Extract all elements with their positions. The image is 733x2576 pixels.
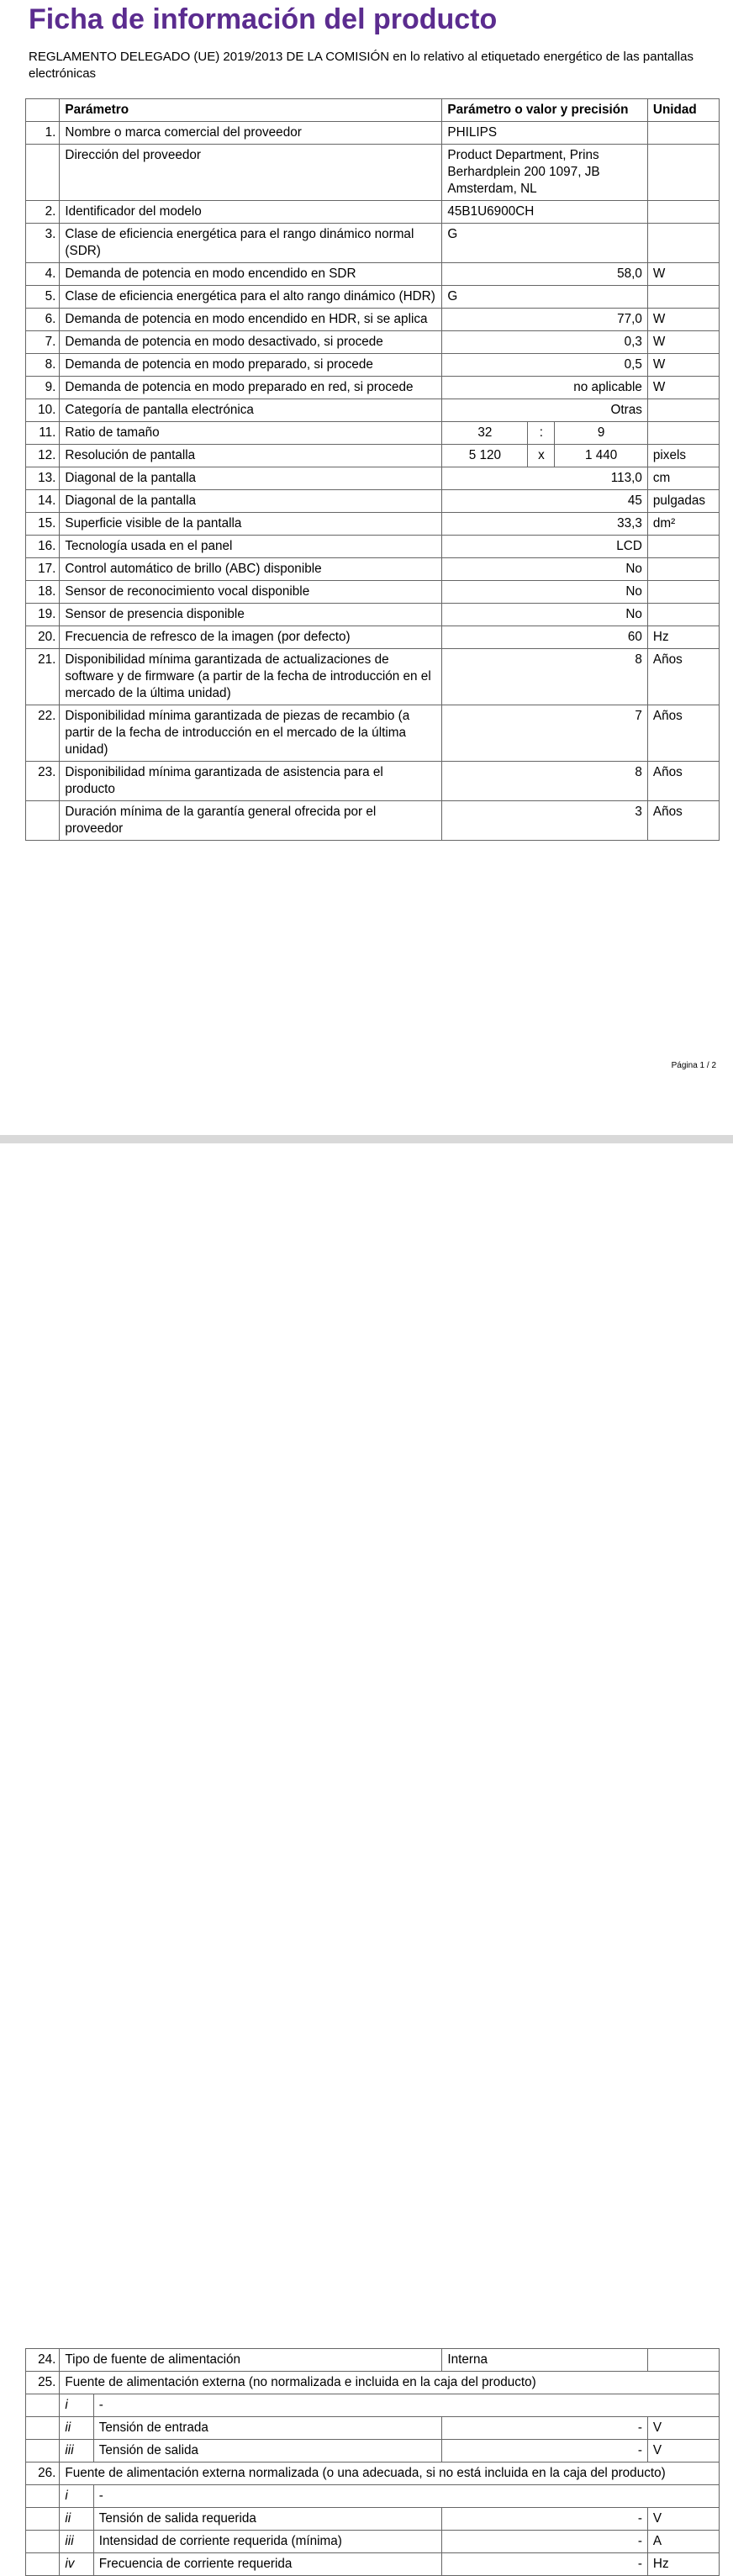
header-value: Parámetro o valor y precisión (442, 99, 648, 122)
row-value: 0,5 (442, 354, 648, 377)
row-parameter: Diagonal de la pantalla (60, 490, 442, 513)
row-unit: W (647, 331, 719, 354)
table-body (26, 122, 720, 841)
row-parameter: Disponibilidad mínima garantizada de piezas de recambio (a partir de la fecha de introducción en el mercado de la última unidad) (60, 705, 442, 762)
row-number: 22. (26, 705, 60, 762)
table-row (26, 286, 720, 309)
row-value: G (442, 286, 648, 309)
table-row (26, 445, 720, 467)
row-number: 1. (26, 122, 60, 145)
table-row: ii Tensión de salida requerida - V (26, 2508, 720, 2531)
row-unit: Años (647, 801, 719, 841)
row-value: Product Department, Prins Berhardplein 200 1097, JB Amsterdam, NL (442, 145, 648, 201)
row-parameter: Duración mínima de la garantía general ofrecida por el proveedor (60, 801, 442, 841)
row-unit: Años (647, 649, 719, 705)
row-unit (647, 201, 719, 224)
row-value: 60 (442, 626, 648, 649)
row-number: 12. (26, 445, 60, 467)
header-num (26, 99, 60, 122)
row-parameter: Categoría de pantalla electrónica (60, 399, 442, 422)
page-1 (0, 0, 733, 1110)
table-row (26, 513, 720, 536)
row-number: 17. (26, 558, 60, 581)
row-unit (647, 558, 719, 581)
header-unit: Unidad (647, 99, 719, 122)
row-unit: Años (647, 705, 719, 762)
row-number: 7. (26, 331, 60, 354)
table-row (26, 422, 720, 445)
row-unit: W (647, 263, 719, 286)
row-number: 23. (26, 762, 60, 801)
row-unit: pixels (647, 445, 719, 467)
row-parameter: Demanda de potencia en modo desactivado, si procede (60, 331, 442, 354)
row-parameter: Demanda de potencia en modo encendido en HDR, si se aplica (60, 309, 442, 331)
row-value-sep: : (528, 422, 555, 445)
row-value-a: 32 (442, 422, 528, 445)
table-row (26, 354, 720, 377)
row-unit (647, 399, 719, 422)
table-row (26, 536, 720, 558)
table-row: iv Frecuencia de corriente requerida - Hz (26, 2553, 720, 2576)
row-number (26, 801, 60, 841)
header-parameter: Parámetro (60, 99, 442, 122)
row-value: No (442, 558, 648, 581)
row-value: no aplicable (442, 377, 648, 399)
row-value: No (442, 581, 648, 604)
table-row: iii Tensión de salida - V (26, 2440, 720, 2463)
row-unit (647, 422, 719, 445)
row-unit: W (647, 377, 719, 399)
table-row (26, 490, 720, 513)
row-number: 13. (26, 467, 60, 490)
row-number: 9. (26, 377, 60, 399)
row-number: 4. (26, 263, 60, 286)
row-number: 14. (26, 490, 60, 513)
table-row (26, 399, 720, 422)
row-value: 45 (442, 490, 648, 513)
row-parameter: Frecuencia de refresco de la imagen (por defecto) (60, 626, 442, 649)
table-row: iii Intensidad de corriente requerida (mínima) - A (26, 2531, 720, 2553)
table-row (26, 801, 720, 841)
row-value-b: 9 (555, 422, 648, 445)
table-row (26, 649, 720, 705)
table-row: 24. Tipo de fuente de alimentación Interna (26, 2349, 720, 2372)
table-row: 25. Fuente de alimentación externa (no normalizada e incluida en la caja del producto) (26, 2372, 720, 2394)
row-value: 8 (442, 762, 648, 801)
table-row (26, 762, 720, 801)
row-unit (647, 581, 719, 604)
table-row (26, 581, 720, 604)
row-parameter: Control automático de brillo (ABC) disponible (60, 558, 442, 581)
row-unit (647, 145, 719, 201)
row-unit: W (647, 309, 719, 331)
row-unit: Años (647, 762, 719, 801)
row-parameter: Demanda de potencia en modo preparado, si procede (60, 354, 442, 377)
row-parameter: Disponibilidad mínima garantizada de asistencia para el producto (60, 762, 442, 801)
table-row (26, 467, 720, 490)
row-number: 15. (26, 513, 60, 536)
table-row: i - (26, 2394, 720, 2417)
row-unit (647, 604, 719, 626)
table-row (26, 331, 720, 354)
row-parameter: Ratio de tamaño (60, 422, 442, 445)
power-supply-table (25, 2348, 720, 2576)
row-parameter: Disponibilidad mínima garantizada de actualizaciones de software y de firmware (a partir de la fecha de introducción en el mercado de la última unidad) (60, 649, 442, 705)
row-unit (647, 536, 719, 558)
row-parameter: Sensor de presencia disponible (60, 604, 442, 626)
row-number: 5. (26, 286, 60, 309)
row-value: 8 (442, 649, 648, 705)
row-value: 33,3 (442, 513, 648, 536)
table-row (26, 309, 720, 331)
row-unit (647, 286, 719, 309)
table-row (26, 201, 720, 224)
table-header-row (26, 99, 720, 122)
table-row (26, 626, 720, 649)
row-parameter: Sensor de reconocimiento vocal disponible (60, 581, 442, 604)
row-number: 18. (26, 581, 60, 604)
row-number: 21. (26, 649, 60, 705)
row-number: 2. (26, 201, 60, 224)
row-unit: dm² (647, 513, 719, 536)
table-row (26, 558, 720, 581)
regulation-subtitle: REGLAMENTO DELEGADO (UE) 2019/2013 DE LA COMISIÓN en lo relativo al etiquetado energético de las pantallas electrónicas (29, 50, 693, 81)
table-row (26, 263, 720, 286)
row-parameter: Identificador del modelo (60, 201, 442, 224)
product-info-table (25, 98, 720, 841)
row-value: PHILIPS (442, 122, 648, 145)
row-parameter: Diagonal de la pantalla (60, 467, 442, 490)
row-parameter: Resolución de pantalla (60, 445, 442, 467)
row-value: 45B1U6900CH (442, 201, 648, 224)
row-value: No (442, 604, 648, 626)
table-row (26, 145, 720, 201)
row-value: Otras (442, 399, 648, 422)
row-parameter: Nombre o marca comercial del proveedor (60, 122, 442, 145)
row-parameter: Clase de eficiencia energética para el alto rango dinámico (HDR) (60, 286, 442, 309)
row-number: 10. (26, 399, 60, 422)
row-value-sep: x (528, 445, 555, 467)
page-number: Página 1 / 2 (671, 1061, 716, 1070)
row-unit: cm (647, 467, 719, 490)
table-row (26, 122, 720, 145)
table-row: i - (26, 2485, 720, 2508)
table-row: 26. Fuente de alimentación externa normalizada (o una adecuada, si no está incluida en la caja del producto) (26, 2463, 720, 2485)
row-number: 11. (26, 422, 60, 445)
row-parameter: Demanda de potencia en modo encendido en SDR (60, 263, 442, 286)
row-unit: W (647, 354, 719, 377)
row-unit (647, 224, 719, 263)
row-value: 113,0 (442, 467, 648, 490)
table-row (26, 224, 720, 263)
table-row (26, 604, 720, 626)
row-parameter: Clase de eficiencia energética para el rango dinámico normal (SDR) (60, 224, 442, 263)
row-value: 7 (442, 705, 648, 762)
row-number: 3. (26, 224, 60, 263)
row-value: 3 (442, 801, 648, 841)
row-value: LCD (442, 536, 648, 558)
row-unit: pulgadas (647, 490, 719, 513)
row-number: 19. (26, 604, 60, 626)
row-parameter: Demanda de potencia en modo preparado en red, si procede (60, 377, 442, 399)
table-row: ii Tensión de entrada - V (26, 2417, 720, 2440)
row-unit: Hz (647, 626, 719, 649)
page-2 (0, 1169, 733, 2571)
row-value-b: 1 440 (555, 445, 648, 467)
row-number: 6. (26, 309, 60, 331)
row-number (26, 145, 60, 201)
row-value: 77,0 (442, 309, 648, 331)
row-parameter: Tecnología usada en el panel (60, 536, 442, 558)
table-row (26, 377, 720, 399)
row-parameter: Superficie visible de la pantalla (60, 513, 442, 536)
row-number: 20. (26, 626, 60, 649)
row-number: 16. (26, 536, 60, 558)
row-value: G (442, 224, 648, 263)
row-unit (647, 122, 719, 145)
page-separator (0, 1135, 733, 1143)
page-title: Ficha de información del producto (29, 3, 498, 35)
row-value: 58,0 (442, 263, 648, 286)
table-row (26, 705, 720, 762)
row-value-a: 5 120 (442, 445, 528, 467)
row-parameter: Dirección del proveedor (60, 145, 442, 201)
row-number: 8. (26, 354, 60, 377)
row-value: 0,3 (442, 331, 648, 354)
